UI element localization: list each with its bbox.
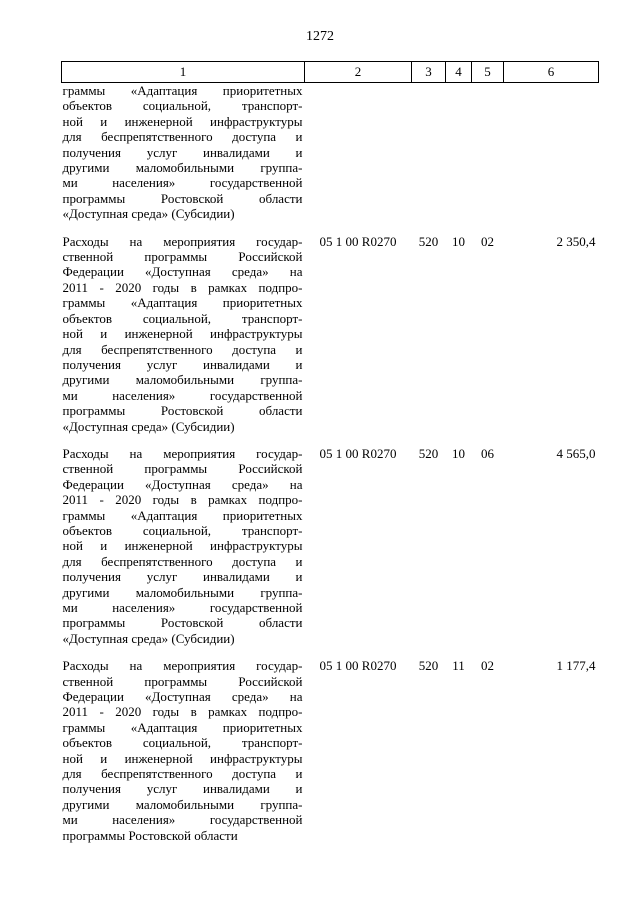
row-sum: 2 350,4 (556, 233, 596, 249)
row-description (62, 83, 305, 228)
table-row-continuation (62, 83, 599, 228)
description-line: ми населения» государственной (62, 600, 303, 615)
row-vr: 520 (418, 233, 439, 249)
row-vr: 520 (418, 658, 439, 674)
description-line: получения услуг инвалидами и (62, 569, 303, 585)
description-line: для беспрепятственного доступа и (62, 553, 303, 569)
col-header-3: 3 (412, 62, 446, 83)
description-line: ственной программы Российской (62, 673, 303, 689)
row-rz: 10 (452, 233, 465, 249)
description-line: программы Ростовской области (62, 827, 238, 843)
description-line: ственной программы Российской (62, 461, 303, 477)
description-line: Федерации «Доступная среда» на (62, 264, 303, 280)
description-line: ной и инженерной инфраструктуры (62, 326, 303, 342)
description-line: граммы «Адаптация приоритетных (62, 719, 303, 735)
row-description (62, 652, 305, 849)
description-line: ми населения» государственной (62, 387, 303, 403)
description-line: 2011 - 2020 годы в рамках подпро- (62, 704, 303, 720)
row-code (305, 83, 412, 228)
description-line: получения услуг инвалидами и (62, 781, 303, 797)
page-number: 1272 (306, 29, 334, 44)
row-sum (504, 83, 599, 228)
description-line: ной и инженерной инфраструктуры (62, 538, 303, 554)
description-line: граммы «Адаптация приоритетных (62, 295, 303, 311)
description-line: другими маломобильными группа- (62, 372, 303, 388)
description-line: Расходы на мероприятия государ- (62, 233, 303, 249)
description-line: 2011 - 2020 годы в рамках подпро- (62, 279, 303, 295)
description-line: «Доступная среда» (Субсидии) (62, 630, 235, 646)
description-line: объектов социальной, транспорт- (62, 522, 303, 538)
description-line: другими маломобильными группа- (62, 160, 303, 176)
description-line: для беспрепятственного доступа и (62, 129, 303, 145)
description-line: ственной программы Российской (62, 249, 303, 265)
description-line: объектов социальной, транспорт- (62, 98, 303, 114)
description-line: граммы «Адаптация приоритетных (62, 83, 303, 98)
row-code: 05 1 00 R0270 (319, 445, 397, 461)
row-pr (472, 83, 504, 228)
description-line: 2011 - 2020 годы в рамках подпро- (62, 492, 303, 508)
description-line: ной и инженерной инфраструктуры (62, 113, 303, 129)
description-line: Расходы на мероприятия государ- (62, 658, 303, 674)
table-body (62, 83, 599, 850)
description-line: для беспрепятственного доступа и (62, 341, 303, 357)
description-line: Расходы на мероприятия государ- (62, 445, 303, 461)
row-code: 05 1 00 R0270 (319, 658, 397, 674)
description-line: объектов социальной, транспорт- (62, 310, 303, 326)
row-pr: 02 (481, 233, 494, 249)
table-row (62, 440, 599, 652)
row-rz (446, 83, 472, 228)
description-line: получения услуг инвалидами и (62, 356, 303, 372)
table-row (62, 652, 599, 849)
description-line: Федерации «Доступная среда» на (62, 476, 303, 492)
row-rz: 10 (452, 445, 465, 461)
description-line: ной и инженерной инфраструктуры (62, 750, 303, 766)
row-sum: 4 565,0 (556, 445, 596, 461)
description-line: объектов социальной, транспорт- (62, 735, 303, 751)
col-header-2: 2 (305, 62, 412, 83)
col-header-5: 5 (472, 62, 504, 83)
row-description (62, 228, 305, 440)
description-line: граммы «Адаптация приоритетных (62, 507, 303, 523)
description-line: программы Ростовской области (62, 403, 303, 419)
row-rz: 11 (452, 658, 465, 674)
row-sum: 1 177,4 (556, 658, 596, 674)
description-line: ми населения» государственной (62, 175, 303, 191)
row-description (62, 440, 305, 652)
row-code: 05 1 00 R0270 (319, 233, 397, 249)
description-line: программы Ростовской области (62, 190, 303, 206)
description-line: «Доступная среда» (Субсидии) (62, 418, 235, 434)
budget-table (61, 61, 599, 849)
col-header-4: 4 (446, 62, 472, 83)
description-line: другими маломобильными группа- (62, 796, 303, 812)
row-vr: 520 (418, 445, 439, 461)
description-line: ми населения» государственной (62, 812, 303, 828)
row-pr: 02 (481, 658, 494, 674)
description-line: получения услуг инвалидами и (62, 144, 303, 160)
col-header-1: 1 (62, 62, 305, 83)
row-pr: 06 (481, 445, 494, 461)
description-line: «Доступная среда» (Субсидии) (62, 206, 235, 222)
row-vr (412, 83, 446, 228)
description-line: программы Ростовской области (62, 615, 303, 631)
header-row (62, 62, 599, 83)
description-line: Федерации «Доступная среда» на (62, 689, 303, 705)
description-line: для беспрепятственного доступа и (62, 766, 303, 782)
description-line: другими маломобильными группа- (62, 584, 303, 600)
table-row (62, 228, 599, 440)
col-header-6: 6 (504, 62, 599, 83)
